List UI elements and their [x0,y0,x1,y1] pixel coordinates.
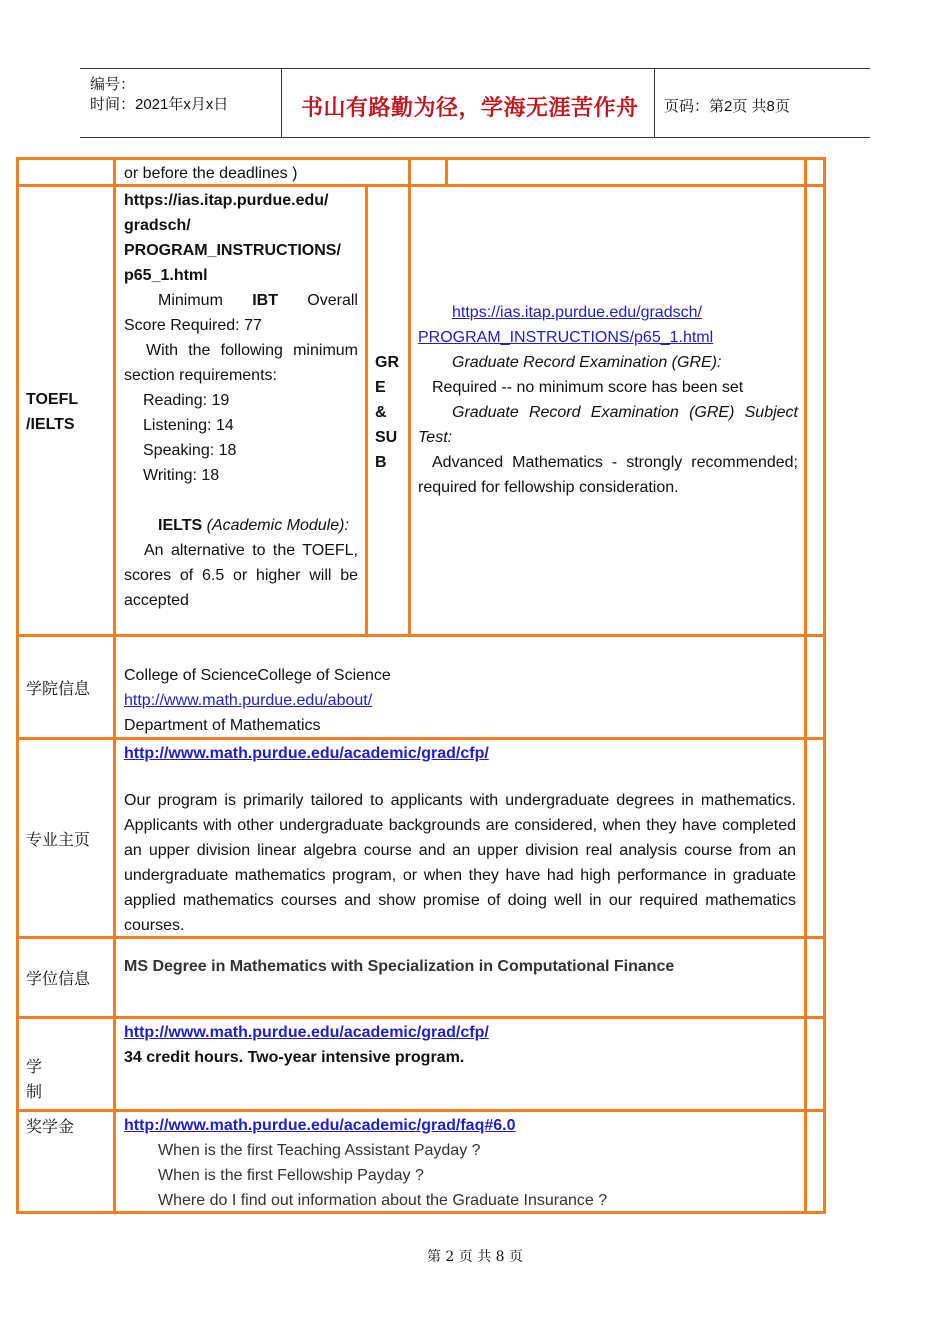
doc-date: 时间：2021年x月x日 [90,96,229,113]
scholarship-label: 奖学金 [26,1117,75,1136]
degree-label: 学位信息 [26,969,91,988]
department-name: Department of Mathematics [124,717,321,734]
college-cell [124,663,794,738]
gre-title: Graduate Record Examination (GRE): [452,354,722,371]
header-divider [654,69,655,137]
scholarship-link[interactable]: http://www.math.purdue.edu/academic/grad/faq#6.0 [124,1117,516,1134]
table-border [16,157,826,160]
header-divider [281,69,282,137]
duration-label: 学 制 [26,1057,43,1101]
table-border [16,157,19,1214]
section-listening: Listening: 14 [143,417,234,434]
section-reading: Reading: 19 [143,392,230,409]
gre-subject-title: Graduate Record Examination (GRE) Subject Test: [418,404,798,446]
page-header [80,68,870,138]
major-label: 专业主页 [26,830,91,849]
toefl-url[interactable]: https://ias.itap.purdue.edu/ gradsch/ PROGRAM_INSTRUCTIONS/ p65_1.html [124,192,341,284]
page-footer: 第 2 页 共 8 页 [426,1249,524,1265]
section-speaking: Speaking: 18 [143,442,237,459]
gre-link-line1[interactable]: https://ias.itap.purdue.edu/gradsch/ [452,304,702,321]
gre-label: GR E & SU B [375,354,399,471]
scholarship-cell [124,1113,796,1213]
scholarship-item[interactable]: When is the first Teaching Assistant Payday ? [158,1142,481,1159]
major-cell [124,741,796,938]
degree-text: MS Degree in Mathematics with Specialization in Computational Finance [124,958,675,975]
doc-number: 编号： [90,76,136,93]
min-ibt-line: Minimum IBT Overall [158,292,358,309]
table-border [445,157,448,187]
gre-link-line2[interactable]: PROGRAM_INSTRUCTIONS/p65_1.html [418,329,714,346]
gre-cell [418,300,798,500]
table-border [16,1016,826,1019]
table-border [16,634,826,637]
header-page-info: 页码：第2页 共8页 [664,98,790,115]
college-label: 学院信息 [26,679,91,698]
duration-cell [124,1020,796,1070]
section-writing: Writing: 18 [143,467,220,484]
table-border [804,157,807,1214]
ielts-heading: IELTS (Academic Module): [158,517,349,534]
section-list [124,388,358,488]
table-border [408,157,411,637]
table-border [823,157,826,1214]
college-link[interactable]: http://www.math.purdue.edu/about/ [124,692,373,709]
with-following: With the following minimum [146,342,358,359]
duration-text: 34 credit hours. Two-year intensive program. [124,1049,465,1066]
row0-text: or before the deadlines ) [124,165,298,182]
ielts-alternative: An alternative to the TOEFL, scores of 6.5 or higher will be accepted [124,542,358,609]
score-required: Score Required: 77 [124,317,262,334]
duration-link[interactable]: http://www.math.purdue.edu/academic/grad/cfp/ [124,1024,489,1041]
toefl-label: TOEFL /IELTS [26,391,79,433]
toefl-cell [124,188,358,613]
table-border [16,1109,826,1112]
header-motto: 书山有路勤为径，学海无涯苦作舟 [301,96,639,121]
gre-requirement: Required -- no minimum score has been set [432,379,744,396]
table-border [365,184,368,637]
scholarship-item[interactable]: When is the first Fellowship Payday ? [158,1167,424,1184]
major-link[interactable]: http://www.math.purdue.edu/academic/grad/cfp/ [124,745,489,762]
major-description: Our program is primarily tailored to applicants with undergraduate degrees in mathematics. Applicants with other undergraduate backgrounds are considered, when they have completed an upper division linear algebra course and an upper division real analysis course from an undergraduate mathematics program, or when they have had high performance in graduate applied mathematics courses and show promise of doing well in our required mathematics courses. [124,792,796,934]
college-name: College of ScienceCollege of Science [124,667,391,684]
gre-subject-requirement: Advanced Mathematics - strongly recommended; required for fellowship consideration. [418,454,798,496]
table-border [113,157,116,1214]
scholarship-item[interactable]: Where do I find out information about the Graduate Insurance ? [158,1192,608,1209]
section-requirements: section requirements: [124,367,277,384]
